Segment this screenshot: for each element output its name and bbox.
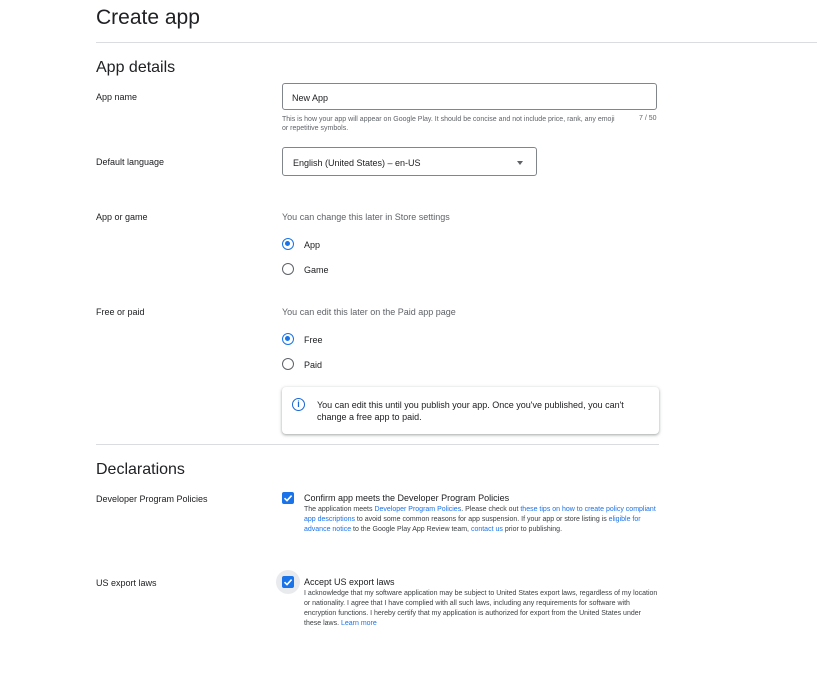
app-name-input[interactable] <box>282 83 657 110</box>
program-policies-link[interactable]: Developer Program Policies <box>374 506 462 513</box>
export-description: I acknowledge that my software application may be subject to United States export laws, regardless of my location or nationality. I agree that I have complied with all such laws, including any requirements for software with encryption functions. I hereby certify that my application is authorized for export from the United States under these laws. Learn more <box>304 590 658 627</box>
advance-notice-link[interactable]: eligible for advance notice <box>304 516 641 533</box>
dropdown-arrow-icon <box>517 161 523 165</box>
policy-tips-link[interactable]: these tips on how to create policy compliant app descriptions <box>304 506 656 523</box>
radio-free[interactable] <box>282 333 294 345</box>
app-name-counter: 7 / 50 <box>639 115 657 122</box>
app-name-label: App name <box>96 92 138 102</box>
free-or-paid-label: Free or paid <box>96 307 145 317</box>
radio-free-label[interactable]: Free <box>304 335 323 345</box>
title-divider <box>96 42 817 43</box>
app-name-value: New App <box>292 93 329 103</box>
learn-more-link[interactable]: Learn more <box>340 620 377 627</box>
radio-game[interactable] <box>282 263 294 275</box>
policies-label: Developer Program Policies <box>96 494 208 504</box>
paid-info-box <box>282 387 659 434</box>
app-name-helper: This is how your app will appear on Google Play. It should be concise and not include price, rank, any emoji or repetitive symbols. <box>282 116 615 132</box>
policies-description: The application meets Developer Program Policies. Please check out these tips on how to create policy compliant app descriptions to avoid some common reasons for app suspension. If your app or store listing is eligible for advance notice to the Google Play App Review team, contact us prior to publishing. <box>304 506 656 533</box>
radio-app[interactable] <box>282 238 294 250</box>
paid-info-text: You can edit this until you publish your app. Once you've published, you can't change a free app to paid. <box>317 400 624 422</box>
export-checkbox-label[interactable]: Accept US export laws <box>304 577 395 587</box>
checkmark-icon <box>283 493 293 503</box>
policies-checkbox[interactable] <box>282 492 294 504</box>
app-details-heading: App details <box>96 59 176 76</box>
checkmark-icon <box>283 577 293 587</box>
default-language-value: English (United States) – en-US <box>293 158 421 168</box>
export-label: US export laws <box>96 578 157 588</box>
page-title: Create app <box>96 6 200 29</box>
radio-paid-label[interactable]: Paid <box>304 360 323 370</box>
app-or-game-hint: You can change this later in Store settings <box>282 212 450 222</box>
app-or-game-label: App or game <box>96 212 148 222</box>
declarations-heading: Declarations <box>96 461 185 478</box>
contact-us-link[interactable]: contact us <box>470 526 503 533</box>
section-divider <box>96 444 659 445</box>
radio-game-label[interactable]: Game <box>304 265 329 275</box>
policies-checkbox-label[interactable]: Confirm app meets the Developer Program Policies <box>304 493 510 503</box>
export-checkbox[interactable] <box>282 576 294 588</box>
default-language-label: Default language <box>96 157 165 167</box>
radio-paid[interactable] <box>282 358 294 370</box>
info-icon: i <box>292 398 305 411</box>
radio-app-label[interactable]: App <box>304 240 321 250</box>
default-language-select[interactable] <box>282 147 537 176</box>
free-or-paid-hint: You can edit this later on the Paid app page <box>282 307 456 317</box>
